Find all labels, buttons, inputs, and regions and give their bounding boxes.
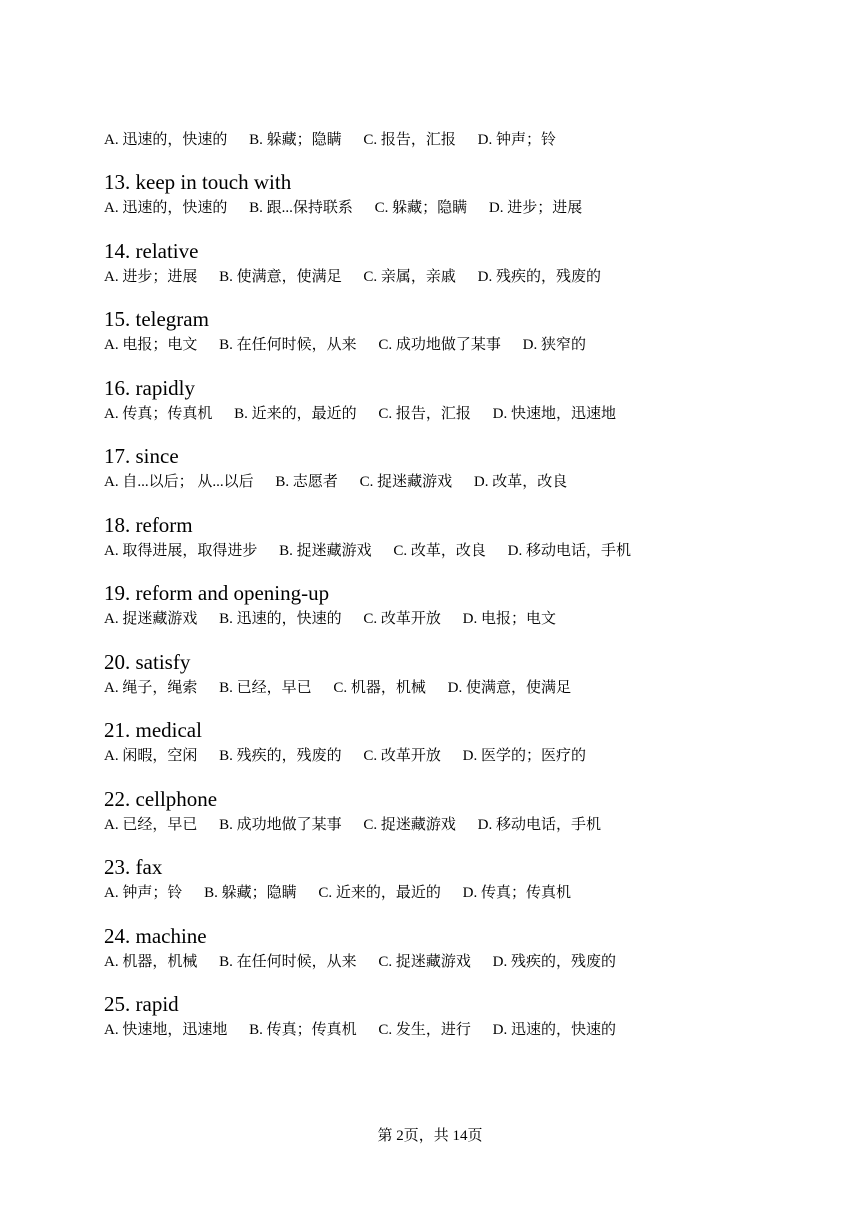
- option-c: C. 近来的，最近的: [318, 885, 441, 901]
- option-a: A. 电报；电文: [104, 337, 198, 353]
- option-d: D. 医学的；医疗的: [462, 748, 586, 764]
- question-15: [104, 305, 824, 374]
- option-b: B. 近来的，最近的: [234, 405, 357, 422]
- option-b: B. 在任何时候，从来: [219, 953, 357, 970]
- option-c: C. 成功地做了某事: [378, 337, 501, 353]
- question-12-options: [104, 130, 556, 150]
- question-title: 24. machine: [104, 923, 207, 948]
- question-title: 17. since: [104, 444, 179, 468]
- option-a: A. 闲暇，空闲: [104, 748, 198, 764]
- question-19: [104, 579, 824, 648]
- question-options: [104, 404, 824, 424]
- option-d: D. 快速地，迅速地: [492, 405, 616, 422]
- question-title: 23. fax: [104, 855, 163, 879]
- question-options: [104, 267, 824, 287]
- option-a: A. 快速地，迅速地: [104, 1022, 228, 1038]
- question-13: [104, 168, 824, 237]
- option-c: C. 捉迷藏游戏: [378, 953, 471, 970]
- option-b: B. 捉迷藏游戏: [279, 542, 372, 559]
- question-14: [104, 237, 824, 306]
- question-18: [104, 511, 824, 580]
- option-d: D. 钟声；铃: [477, 132, 556, 148]
- option-d: D. 移动电话，手机: [477, 816, 601, 833]
- question-24: [104, 922, 824, 991]
- question-options: [104, 1020, 824, 1040]
- option-a: A. 捉迷藏游戏: [104, 611, 198, 627]
- option-c: C. 改革开放: [363, 748, 441, 764]
- question-title: 22. cellphone: [104, 786, 218, 811]
- option-a: A. 自...以后； 从...以后: [104, 474, 254, 490]
- option-c: C. 改革开放: [363, 611, 441, 627]
- question-title: 14. relative: [104, 238, 199, 263]
- question-21: [104, 716, 824, 785]
- option-d: D. 传真；传真机: [462, 885, 571, 901]
- option-b: B. 残疾的，残废的: [219, 748, 342, 764]
- option-c: C. 报告，汇报: [363, 132, 456, 148]
- option-a: A. 机器，机械: [104, 953, 198, 970]
- option-b: B. 传真；传真机: [249, 1022, 357, 1038]
- option-d: D. 电报；电文: [462, 611, 556, 627]
- option-b: B. 使满意，使满足: [219, 268, 342, 285]
- option-a: A. 绳子，绳索: [104, 679, 198, 696]
- option-c: C. 捉迷藏游戏: [363, 816, 456, 833]
- option-d: D. 使满意，使满足: [447, 679, 571, 696]
- option-a: A. 钟声；铃: [104, 885, 183, 901]
- option-d: D. 进步；进展: [488, 200, 583, 216]
- option-c: C. 捉迷藏游戏: [359, 474, 453, 490]
- question-options: [104, 815, 824, 835]
- option-a: A. 迅速的，快速的: [104, 200, 228, 216]
- question-options: [104, 952, 824, 972]
- option-b: B. 跟...保持联系: [249, 200, 353, 216]
- question-23: [104, 853, 824, 922]
- question-title: 16. rapidly: [104, 375, 195, 400]
- option-b: B. 躲藏；隐瞒: [204, 885, 297, 901]
- question-options: [104, 198, 824, 218]
- page-number-footer: 第 2页，共 14页: [377, 1128, 483, 1144]
- option-a: A. 传真；传真机: [104, 405, 213, 422]
- question-20: [104, 648, 824, 717]
- option-b: B. 在任何时候，从来: [219, 337, 357, 353]
- option-c: C. 报告，汇报: [378, 405, 471, 422]
- question-options: [104, 472, 824, 492]
- question-options: [104, 335, 824, 355]
- question-options: [104, 609, 824, 629]
- question-options: [104, 678, 824, 698]
- question-title: 20. satisfy: [104, 649, 191, 674]
- option-b: B. 成功地做了某事: [219, 816, 342, 833]
- question-title: 15. telegram: [104, 307, 209, 331]
- option-c: C. 发生，进行: [378, 1022, 471, 1038]
- option-b: B. 已经，早已: [219, 679, 312, 696]
- question-options: [104, 541, 824, 561]
- question-list: [104, 168, 824, 1059]
- option-c: C. 机器，机械: [333, 679, 426, 696]
- question-title: 18. reform: [104, 512, 193, 537]
- option-d: D. 移动电话，手机: [507, 542, 631, 559]
- option-d: D. 狭窄的: [522, 337, 586, 353]
- option-d: D. 残疾的，残废的: [492, 953, 616, 970]
- option-b: B. 迅速的，快速的: [219, 611, 342, 627]
- question-options: [104, 883, 824, 903]
- question-17: [104, 442, 824, 511]
- question-title: 19. reform and opening-up: [104, 581, 330, 605]
- option-d: D. 残疾的，残废的: [477, 268, 601, 285]
- option-a: A. 进步；进展: [104, 268, 198, 285]
- question-title: 13. keep in touch with: [104, 170, 292, 194]
- option-c: C. 亲属，亲戚: [363, 268, 456, 285]
- option-b: B. 躲藏；隐瞒: [249, 132, 342, 148]
- option-b: B. 志愿者: [275, 474, 338, 490]
- option-c: C. 躲藏；隐瞒: [374, 200, 468, 216]
- question-options: [104, 746, 824, 766]
- option-a: A. 取得进展，取得进步: [104, 542, 258, 559]
- question-22: [104, 785, 824, 854]
- option-d: D. 改革，改良: [473, 474, 568, 490]
- option-d: D. 迅速的，快速的: [492, 1022, 616, 1038]
- question-title: 25. rapid: [104, 992, 179, 1016]
- question-25: [104, 990, 824, 1059]
- question-16: [104, 374, 824, 443]
- option-a: A. 已经，早已: [104, 816, 198, 833]
- question-title: 21. medical: [104, 718, 202, 742]
- option-c: C. 改革，改良: [393, 542, 486, 559]
- option-a: A. 迅速的，快速的: [104, 132, 228, 148]
